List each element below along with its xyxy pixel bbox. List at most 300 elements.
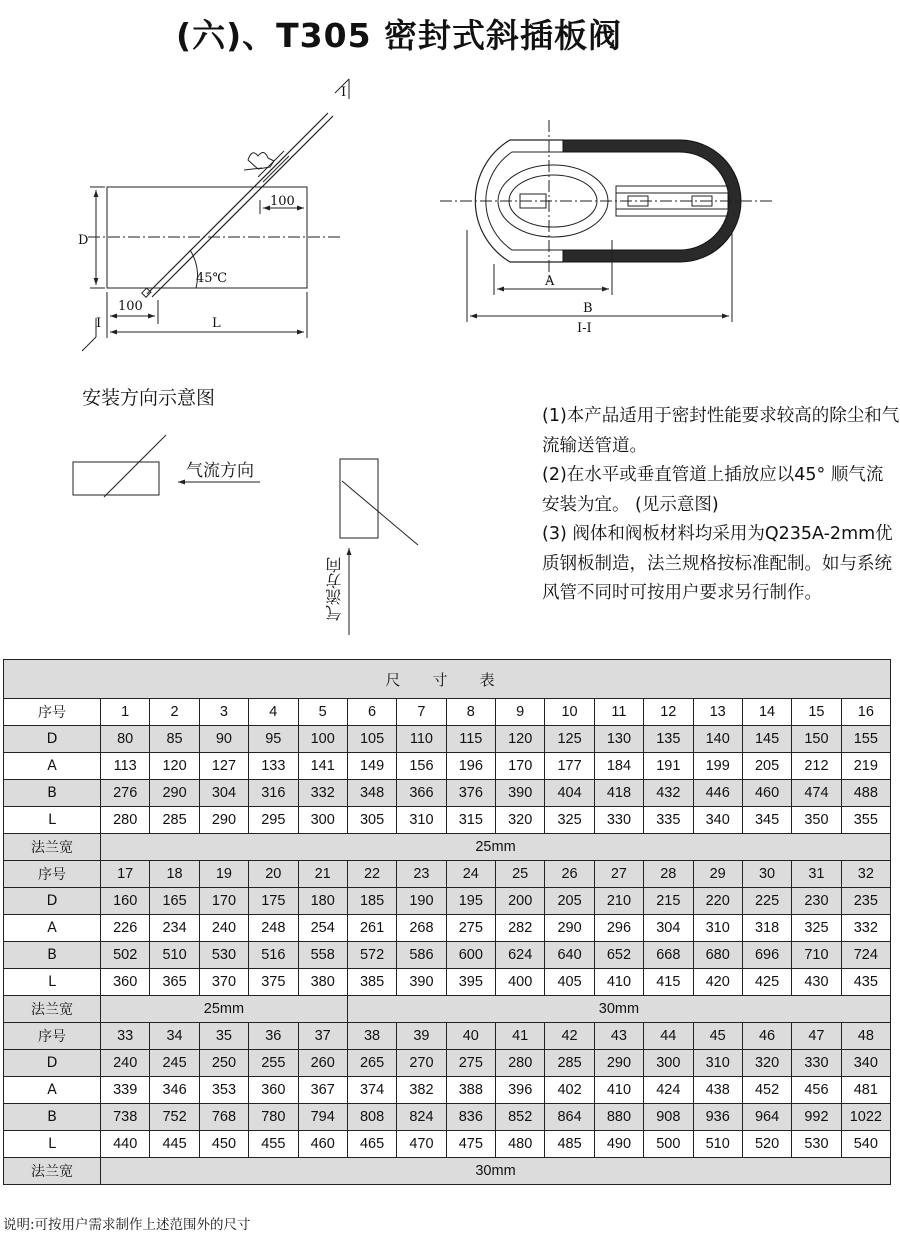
table-cell: 768 — [199, 1104, 248, 1131]
table-cell: 2 — [150, 699, 199, 726]
table-cell: 165 — [150, 888, 199, 915]
table-cell: 125 — [545, 726, 594, 753]
table-cell: 332 — [841, 915, 890, 942]
table-cell: 404 — [545, 780, 594, 807]
table-cell: 7 — [397, 699, 446, 726]
table-cell: 120 — [150, 753, 199, 780]
table-cell: 808 — [347, 1104, 396, 1131]
table-cell: 20 — [249, 861, 298, 888]
table-cell: 304 — [199, 780, 248, 807]
table-cell: 90 — [199, 726, 248, 753]
table-cell: 120 — [496, 726, 545, 753]
table-cell: 196 — [446, 753, 495, 780]
table-cell: 282 — [496, 915, 545, 942]
flange-width-cell: 30mm — [101, 1158, 891, 1185]
table-cell: 234 — [150, 915, 199, 942]
table-cell: 296 — [594, 915, 643, 942]
table-cell: 316 — [249, 780, 298, 807]
table-cell: 145 — [742, 726, 791, 753]
table-row — [4, 807, 891, 834]
table-cell: 510 — [693, 1131, 742, 1158]
table-cell: 456 — [792, 1077, 841, 1104]
table-cell: 280 — [496, 1050, 545, 1077]
table-cell: 30 — [742, 861, 791, 888]
table-cell: 440 — [101, 1131, 150, 1158]
table-row — [4, 726, 891, 753]
label-a: A — [545, 274, 555, 289]
table-cell: 992 — [792, 1104, 841, 1131]
table-cell: 558 — [298, 942, 347, 969]
page-title: (六)、T305 密封式斜插板阀 — [176, 16, 623, 55]
table-cell: 490 — [594, 1131, 643, 1158]
table-cell: 195 — [446, 888, 495, 915]
table-cell: 388 — [446, 1077, 495, 1104]
table-cell: 510 — [150, 942, 199, 969]
table-cell: 19 — [199, 861, 248, 888]
table-cell: 530 — [792, 1131, 841, 1158]
table-cell: 95 — [249, 726, 298, 753]
table-cell: 127 — [199, 753, 248, 780]
table-cell: 290 — [199, 807, 248, 834]
table-row — [4, 942, 891, 969]
table-cell: 35 — [199, 1023, 248, 1050]
table-cell: 640 — [545, 942, 594, 969]
table-cell: 110 — [397, 726, 446, 753]
table-cell: 780 — [249, 1104, 298, 1131]
table-row — [4, 915, 891, 942]
table-row — [4, 1050, 891, 1077]
row-label-b: B — [4, 780, 101, 807]
table-cell: 350 — [792, 807, 841, 834]
table-caption-row — [4, 660, 891, 699]
table-cell: 48 — [841, 1023, 890, 1050]
label-100-bottom: 100 — [118, 299, 143, 314]
table-cell: 260 — [298, 1050, 347, 1077]
table-cell: 345 — [742, 807, 791, 834]
table-cell: 908 — [644, 1104, 693, 1131]
table-cell: 43 — [594, 1023, 643, 1050]
table-cell: 488 — [841, 780, 890, 807]
table-cell: 33 — [101, 1023, 150, 1050]
table-cell: 245 — [150, 1050, 199, 1077]
table-cell: 248 — [249, 915, 298, 942]
table-row-flange — [4, 1158, 891, 1185]
section-mark-top: I — [341, 85, 347, 100]
table-cell: 17 — [101, 861, 150, 888]
table-cell: 330 — [792, 1050, 841, 1077]
table-cell: 290 — [545, 915, 594, 942]
row-label-b: B — [4, 1104, 101, 1131]
table-cell: 335 — [644, 807, 693, 834]
table-cell: 9 — [496, 699, 545, 726]
table-cell: 405 — [545, 969, 594, 996]
table-cell: 226 — [101, 915, 150, 942]
note-3: (3) 阀体和阀板材料均采用为Q235A-2mm优质钢板制造，法兰规格按标准配制。如与系统风管不同时可按用户要求另行制作。 — [542, 524, 893, 603]
table-cell: 10 — [545, 699, 594, 726]
table-cell: 470 — [397, 1131, 446, 1158]
table-cell: 205 — [545, 888, 594, 915]
row-label-a: A — [4, 1077, 101, 1104]
table-row — [4, 1104, 891, 1131]
table-cell: 390 — [397, 969, 446, 996]
table-cell: 268 — [397, 915, 446, 942]
table-cell: 332 — [298, 780, 347, 807]
table-cell: 300 — [298, 807, 347, 834]
table-cell: 380 — [298, 969, 347, 996]
table-cell: 452 — [742, 1077, 791, 1104]
table-cell: 710 — [792, 942, 841, 969]
table-cell: 225 — [742, 888, 791, 915]
notes — [542, 402, 900, 609]
table-cell: 275 — [446, 915, 495, 942]
table-cell: 275 — [446, 1050, 495, 1077]
table-cell: 36 — [249, 1023, 298, 1050]
table-cell: 26 — [545, 861, 594, 888]
table-cell: 219 — [841, 753, 890, 780]
table-cell: 220 — [693, 888, 742, 915]
table-cell: 836 — [446, 1104, 495, 1131]
table-cell: 310 — [693, 1050, 742, 1077]
table-cell: 415 — [644, 969, 693, 996]
table-cell: 652 — [594, 942, 643, 969]
table-cell: 435 — [841, 969, 890, 996]
table-cell: 485 — [545, 1131, 594, 1158]
table-cell: 438 — [693, 1077, 742, 1104]
table-cell: 465 — [347, 1131, 396, 1158]
table-cell: 13 — [693, 699, 742, 726]
table-cell: 360 — [101, 969, 150, 996]
table-cell: 177 — [545, 753, 594, 780]
table-cell: 28 — [644, 861, 693, 888]
table-row — [4, 699, 891, 726]
table-row-flange — [4, 834, 891, 861]
table-cell: 445 — [150, 1131, 199, 1158]
table-cell: 680 — [693, 942, 742, 969]
table-cell: 432 — [644, 780, 693, 807]
table-cell: 240 — [101, 1050, 150, 1077]
table-cell: 586 — [397, 942, 446, 969]
table-cell: 304 — [644, 915, 693, 942]
table-cell: 184 — [594, 753, 643, 780]
table-cell: 600 — [446, 942, 495, 969]
table-cell: 410 — [594, 1077, 643, 1104]
table-caption: 尺 寸 表 — [4, 660, 891, 699]
table-cell: 724 — [841, 942, 890, 969]
table-row — [4, 861, 891, 888]
table-cell: 141 — [298, 753, 347, 780]
table-cell: 310 — [397, 807, 446, 834]
table-cell: 170 — [496, 753, 545, 780]
table-cell: 880 — [594, 1104, 643, 1131]
table-cell: 205 — [742, 753, 791, 780]
table-cell: 516 — [249, 942, 298, 969]
table-cell: 190 — [397, 888, 446, 915]
table-cell: 824 — [397, 1104, 446, 1131]
table-cell: 540 — [841, 1131, 890, 1158]
table-cell: 424 — [644, 1077, 693, 1104]
table-cell: 365 — [150, 969, 199, 996]
table-cell: 250 — [199, 1050, 248, 1077]
table-cell: 450 — [199, 1131, 248, 1158]
label-d: D — [78, 233, 89, 248]
table-cell: 430 — [792, 969, 841, 996]
table-cell: 21 — [298, 861, 347, 888]
table-cell: 355 — [841, 807, 890, 834]
table-row — [4, 1077, 891, 1104]
table-cell: 133 — [249, 753, 298, 780]
table-cell: 255 — [249, 1050, 298, 1077]
table-cell: 5 — [298, 699, 347, 726]
table-cell: 80 — [101, 726, 150, 753]
install-diagram-vertical — [340, 459, 418, 635]
table-cell: 410 — [594, 969, 643, 996]
size-table — [3, 659, 891, 1185]
table-cell: 29 — [693, 861, 742, 888]
table-cell: 300 — [644, 1050, 693, 1077]
table-cell: 339 — [101, 1077, 150, 1104]
table-cell: 149 — [347, 753, 396, 780]
label-100-top: 100 — [270, 194, 295, 209]
table-cell: 113 — [101, 753, 150, 780]
row-label-a: A — [4, 753, 101, 780]
table-row — [4, 888, 891, 915]
row-label-flange: 法兰宽 — [4, 1158, 101, 1185]
note-1: (1)本产品适用于密封性能要求较高的除尘和气流输送管道。 — [542, 406, 900, 456]
table-cell: 15 — [792, 699, 841, 726]
table-cell: 390 — [496, 780, 545, 807]
table-cell: 936 — [693, 1104, 742, 1131]
row-label-no: 序号 — [4, 1023, 101, 1050]
footnote: 说明:可按用户需求制作上述范围外的尺寸 — [3, 1217, 251, 1233]
table-cell: 325 — [792, 915, 841, 942]
row-label-a: A — [4, 915, 101, 942]
table-cell: 215 — [644, 888, 693, 915]
table-cell: 235 — [841, 888, 890, 915]
table-cell: 696 — [742, 942, 791, 969]
table-cell: 210 — [594, 888, 643, 915]
section-mark-bottom: I — [96, 316, 102, 331]
table-cell: 480 — [496, 1131, 545, 1158]
table-cell: 32 — [841, 861, 890, 888]
table-cell: 3 — [199, 699, 248, 726]
table-cell: 46 — [742, 1023, 791, 1050]
table-cell: 175 — [249, 888, 298, 915]
table-cell: 290 — [594, 1050, 643, 1077]
table-cell: 34 — [150, 1023, 199, 1050]
table-cell: 320 — [496, 807, 545, 834]
table-cell: 310 — [693, 915, 742, 942]
table-cell: 18 — [150, 861, 199, 888]
table-cell: 23 — [397, 861, 446, 888]
table-cell: 385 — [347, 969, 396, 996]
row-label-b: B — [4, 942, 101, 969]
row-label-no: 序号 — [4, 861, 101, 888]
table-cell: 135 — [644, 726, 693, 753]
table-cell: 44 — [644, 1023, 693, 1050]
table-cell: 325 — [545, 807, 594, 834]
table-cell: 376 — [446, 780, 495, 807]
table-cell: 199 — [693, 753, 742, 780]
table-cell: 37 — [298, 1023, 347, 1050]
table-cell: 794 — [298, 1104, 347, 1131]
table-cell: 230 — [792, 888, 841, 915]
table-cell: 318 — [742, 915, 791, 942]
table-cell: 47 — [792, 1023, 841, 1050]
table-cell: 285 — [545, 1050, 594, 1077]
table-cell: 191 — [644, 753, 693, 780]
row-label-d: D — [4, 1050, 101, 1077]
table-row-flange — [4, 996, 891, 1023]
table-cell: 864 — [545, 1104, 594, 1131]
table-cell: 140 — [693, 726, 742, 753]
table-cell: 320 — [742, 1050, 791, 1077]
table-cell: 254 — [298, 915, 347, 942]
table-cell: 155 — [841, 726, 890, 753]
table-cell: 270 — [397, 1050, 446, 1077]
table-cell: 446 — [693, 780, 742, 807]
table-cell: 160 — [101, 888, 150, 915]
table-cell: 105 — [347, 726, 396, 753]
table-cell: 502 — [101, 942, 150, 969]
row-label-l: L — [4, 807, 101, 834]
table-cell: 1 — [101, 699, 150, 726]
table-cell: 12 — [644, 699, 693, 726]
table-cell: 42 — [545, 1023, 594, 1050]
table-cell: 27 — [594, 861, 643, 888]
table-row — [4, 753, 891, 780]
table-cell: 402 — [545, 1077, 594, 1104]
table-cell: 330 — [594, 807, 643, 834]
row-label-l: L — [4, 969, 101, 996]
table-row — [4, 969, 891, 996]
table-cell: 180 — [298, 888, 347, 915]
table-cell: 8 — [446, 699, 495, 726]
label-b: B — [583, 301, 593, 316]
table-row — [4, 780, 891, 807]
table-cell: 38 — [347, 1023, 396, 1050]
label-l: L — [212, 316, 221, 331]
table-cell: 375 — [249, 969, 298, 996]
table-cell: 200 — [496, 888, 545, 915]
airflow-label-horizontal: 气流方向 — [186, 461, 254, 481]
table-cell: 16 — [841, 699, 890, 726]
table-cell: 370 — [199, 969, 248, 996]
table-cell: 396 — [496, 1077, 545, 1104]
table-row — [4, 1023, 891, 1050]
table-cell: 420 — [693, 969, 742, 996]
table-cell: 500 — [644, 1131, 693, 1158]
row-label-d: D — [4, 888, 101, 915]
table-cell: 382 — [397, 1077, 446, 1104]
table-cell: 290 — [150, 780, 199, 807]
flange-width-cell: 30mm — [347, 996, 890, 1023]
label-section: I-I — [577, 321, 592, 336]
table-cell: 41 — [496, 1023, 545, 1050]
table-cell: 185 — [347, 888, 396, 915]
table-cell: 315 — [446, 807, 495, 834]
table-cell: 425 — [742, 969, 791, 996]
row-label-l: L — [4, 1131, 101, 1158]
table-cell: 22 — [347, 861, 396, 888]
row-label-d: D — [4, 726, 101, 753]
table-cell: 212 — [792, 753, 841, 780]
airflow-label-vertical: 气流方向 — [325, 557, 344, 621]
table-cell: 455 — [249, 1131, 298, 1158]
table-cell: 366 — [397, 780, 446, 807]
label-angle: 45℃ — [196, 271, 228, 286]
table-cell: 14 — [742, 699, 791, 726]
table-cell: 400 — [496, 969, 545, 996]
table-cell: 572 — [347, 942, 396, 969]
table-cell: 395 — [446, 969, 495, 996]
table-cell: 530 — [199, 942, 248, 969]
table-cell: 295 — [249, 807, 298, 834]
table-cell: 353 — [199, 1077, 248, 1104]
section-view — [440, 120, 775, 322]
table-cell: 348 — [347, 780, 396, 807]
table-cell: 624 — [496, 942, 545, 969]
table-cell: 346 — [150, 1077, 199, 1104]
install-direction-title: 安装方向示意图 — [82, 387, 216, 409]
table-cell: 460 — [298, 1131, 347, 1158]
table-cell: 85 — [150, 726, 199, 753]
table-cell: 25 — [496, 861, 545, 888]
note-2: (2)在水平或垂直管道上插放应以45° 顺气流安装为宜。 (见示意图) — [542, 465, 884, 515]
table-cell: 240 — [199, 915, 248, 942]
table-cell: 265 — [347, 1050, 396, 1077]
table-cell: 24 — [446, 861, 495, 888]
row-label-flange: 法兰宽 — [4, 996, 101, 1023]
table-cell: 475 — [446, 1131, 495, 1158]
table-cell: 964 — [742, 1104, 791, 1131]
table-cell: 45 — [693, 1023, 742, 1050]
table-cell: 360 — [249, 1077, 298, 1104]
table-cell: 261 — [347, 915, 396, 942]
table-cell: 460 — [742, 780, 791, 807]
table-cell: 115 — [446, 726, 495, 753]
table-cell: 418 — [594, 780, 643, 807]
row-label-no: 序号 — [4, 699, 101, 726]
table-cell: 31 — [792, 861, 841, 888]
table-cell: 340 — [693, 807, 742, 834]
table-cell: 481 — [841, 1077, 890, 1104]
table-row — [4, 1131, 891, 1158]
table-cell: 130 — [594, 726, 643, 753]
row-label-flange: 法兰宽 — [4, 834, 101, 861]
table-cell: 170 — [199, 888, 248, 915]
table-cell: 1022 — [841, 1104, 890, 1131]
table-cell: 738 — [101, 1104, 150, 1131]
table-cell: 668 — [644, 942, 693, 969]
table-cell: 276 — [101, 780, 150, 807]
flange-width-cell: 25mm — [101, 996, 348, 1023]
table-cell: 6 — [347, 699, 396, 726]
table-cell: 280 — [101, 807, 150, 834]
table-cell: 40 — [446, 1023, 495, 1050]
table-cell: 285 — [150, 807, 199, 834]
table-cell: 474 — [792, 780, 841, 807]
table-cell: 100 — [298, 726, 347, 753]
table-cell: 374 — [347, 1077, 396, 1104]
table-cell: 520 — [742, 1131, 791, 1158]
table-cell: 4 — [249, 699, 298, 726]
table-cell: 852 — [496, 1104, 545, 1131]
flange-width-cell: 25mm — [101, 834, 891, 861]
table-cell: 305 — [347, 807, 396, 834]
table-cell: 367 — [298, 1077, 347, 1104]
table-cell: 11 — [594, 699, 643, 726]
table-cell: 340 — [841, 1050, 890, 1077]
